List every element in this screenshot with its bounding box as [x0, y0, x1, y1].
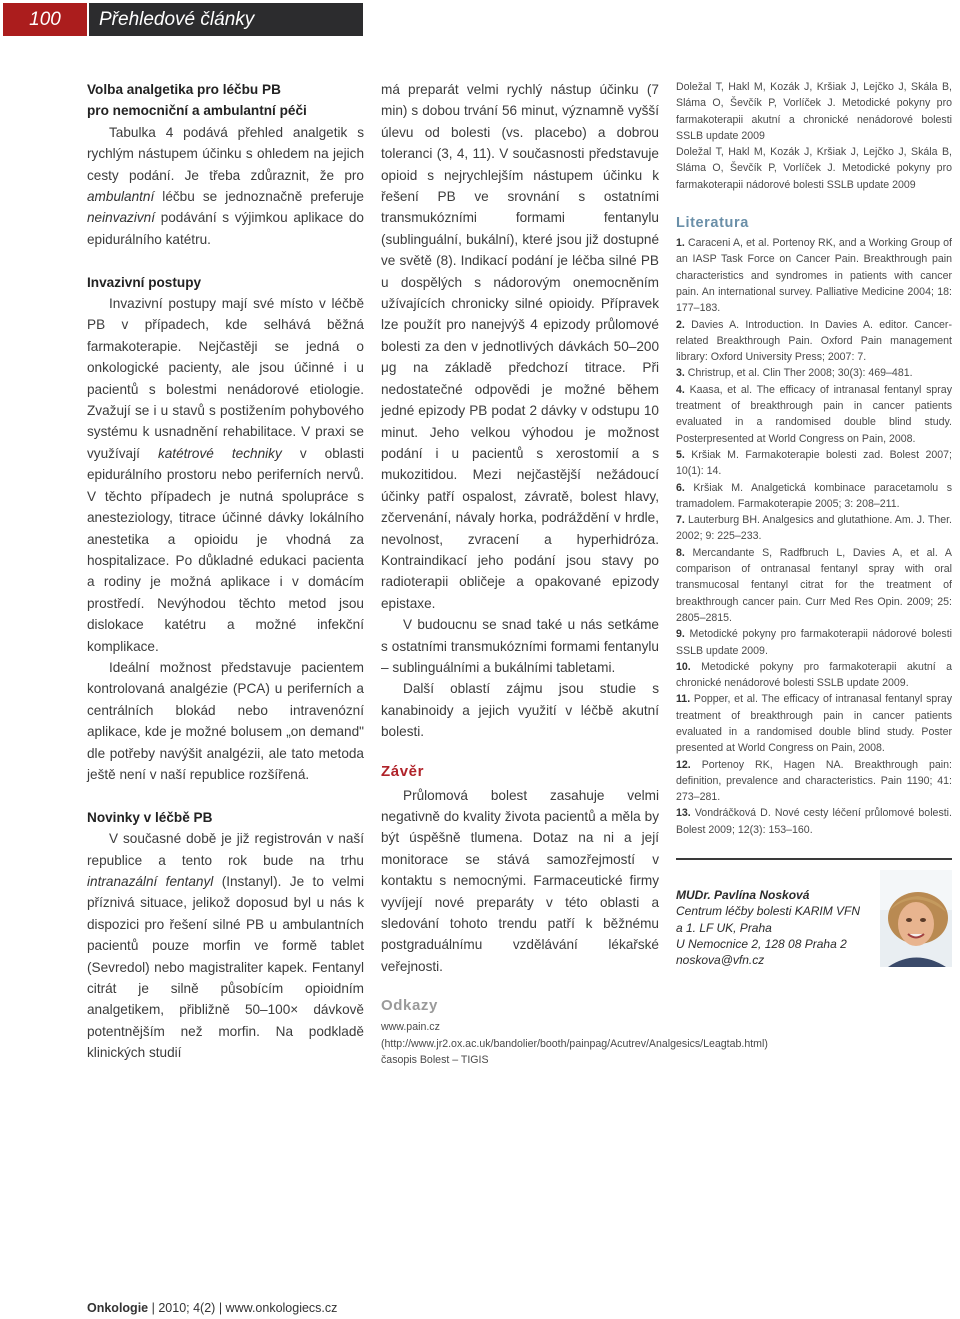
author-affiliation: a 1. LF UK, Praha	[676, 920, 772, 935]
reference-text: Davies A. Introduction. In Davies A. editor. Cancer-related Breakthrough Pain. Oxford Pain management library: Oxford University Press; 2007: 7.	[676, 318, 952, 364]
reference-item	[676, 691, 952, 756]
paragraph-zaver: Průlomová bolest zasahuje velmi negativně do kvality života pacientů a měla by být úspěšně tlumena. Dotaz na ni a její monitorace se stává samozřejmostí v kontaktu s nemocnými. Farmaceutické firmy vyvíjejí nové preparáty v této oblasti a sledování tohoto trendu patří k běžnému postgraduálnímu vzdělávání lékařské veřejnosti.	[381, 787, 659, 974]
reference-number: 2.	[676, 318, 685, 331]
author-affiliation: Centrum léčby bolesti KARIM VFN	[676, 904, 861, 919]
reference-item	[676, 805, 952, 838]
reference-text: Christrup, et al. Clin Ther 2008; 30(3): 469–481.	[687, 367, 913, 380]
column-right	[676, 79, 952, 838]
author-divider	[676, 858, 952, 860]
reference-item	[676, 512, 952, 545]
reference-text: Caraceni A, et al. Portenoy RK, and a Working Group of an IASP Task Force on Cancer Pain. Breakthrough pain characteristics and syndromes in patients with cancer pain. An international survey. Palliative Medicine 2004; 18: 177–183.	[676, 237, 953, 315]
paragraph-kanabinoidy: Další oblastí zájmu jsou studie s kanabinoidy a jejich využití v léčbě akutní bolesti.	[381, 681, 659, 740]
heading-odkazy: Odkazy	[381, 997, 438, 1015]
link-bolest-journal: časopis Bolest – TIGIS	[381, 1053, 489, 1066]
heading-volba-1: Volba analgetika pro léčbu PB	[87, 82, 281, 97]
reference-number: 10.	[676, 660, 691, 673]
reference-text: Portenoy RK, Hagen NA. Breakthrough pain: definition, prevalence and characteristics. Pain 1190; 41: 273–281.	[676, 758, 952, 804]
top-ref: Doležal T, Hakl M, Kozák J, Kršiak J, Lejčko J, Skála B, Sláma O, Ševčík P, Vorlíček J. Metodické pokyny pro farmakoterapii nádorové bolesti SSLB update 2009	[676, 146, 952, 191]
author-info	[676, 887, 866, 968]
reference-text: Kršiak M. Farmakoterapie bolesti zad. Bolest 2007; 10(1): 14.	[676, 448, 952, 478]
reference-text: Vondráčková D. Nové cesty léčení průlomové bolesti. Bolest 2009; 12(3): 153–160.	[676, 807, 952, 836]
journal-website[interactable]: www.onkologiecs.cz	[225, 1301, 338, 1315]
footer-sep: |	[151, 1301, 155, 1315]
footer-sep: |	[218, 1301, 223, 1315]
reference-number: 13.	[676, 807, 691, 820]
page-footer	[87, 1301, 337, 1315]
top-ref: Doležal T, Hakl M, Kozák J, Kršiak J, Lejčko J, Skála B, Sláma O, Ševčík P, Vorlíček J. Metodické pokyny pro farmakoterapii akutní a chronické nenádorové bolesti SSLB update 2009	[676, 81, 952, 142]
paragraph-pca: Ideální možnost představuje pacientem kontrolovaná analgézie (PCA) u periferních a centrálních blokád nebo intravenózní aplikace, kde je možné bolusem „on demand" dle potřeby navýšit analgézii, ale tato metoda ještě není v naší republice rozšířená.	[87, 659, 364, 782]
reference-number: 7.	[676, 514, 685, 527]
reference-number: 9.	[676, 628, 685, 641]
link-bandolier[interactable]: (http://www.jr2.ox.ac.uk/bandolier/booth/painpag/Acutrev/Analgesics/Leagtab.html)	[381, 1037, 768, 1050]
author-photo	[880, 870, 952, 967]
reference-number: 11.	[676, 693, 691, 706]
reference-text: Popper, et al. The efficacy of intranasal fentanyl spray treatment of breakthrough pain in cancer patients evaluated in a randomised double blind study. Poster presented at World Congress on Pain, 2008.	[676, 693, 952, 755]
reference-number: 8.	[676, 546, 685, 559]
author-address: U Nemocnice 2, 128 08 Praha 2	[676, 936, 847, 951]
reference-text: Metodické pokyny pro farmakoterapii akutní a chronické nenádorové bolesti SSLB update 2009.	[676, 660, 952, 690]
reference-item	[676, 626, 952, 659]
author-email[interactable]: noskova@vfn.cz	[676, 953, 765, 968]
heading-invazivni: Invazivní postupy	[87, 274, 202, 290]
reference-text: Kršiak M. Analgetická kombinace paracetamolu s tramadolem. Farmakoterapie 2005; 3: 208–211.	[676, 481, 952, 510]
paragraph-invazivni: Invazivní postupy mají své místo v léčbě PB v případech, kde selhává běžná farmakoterapie. Nejčastěji se jedná o onkologické pacienty, ale jsou účinné i u pacientů s bolestmi nenádorové etiologie. Zvažují se i u stavů s postižením pohybového systému k usnadnění rehabilitace. V praxi se využívají katétrové techniky v oblasti epidurálního prostoru nebo periferních nervů. V těchto případech je nutná spolupráce s anesteziology, titrace účinné dávky lokálního anestetika a opioidu je vhodná za hospitalizace. Po důkladné edukaci pacienta a rodiny je možná aplikace i v domácím prostředí. Nevýhodou těchto metod jsou dislokace katétru a možné infekční komplikace.	[87, 296, 364, 654]
reference-item	[676, 659, 952, 692]
heading-volba-2: pro nemocniční a ambulantní péči	[87, 103, 307, 119]
paragraph-novinky: V současné době je již registrován v naší republice a tento rok bude na trhu intranazální fentanyl (Instanyl). Je to velmi příznivá situace, jelikož doposud byl u nás k dispozici pro řešení silné PB u ambulantních pacientů pouze morfin ve formě tablet (Sevredol) nebo magistraliter kapek. Fentanyl citrát je silně působícím opioidním analgetikem, přibližně 50–100× dávkově potentnějším než morfin. Na podkladě klinických studií	[87, 831, 364, 1061]
journal-name: Onkologie	[87, 1301, 149, 1315]
reference-item	[676, 317, 952, 366]
reference-text: Mercandante S, Radfbruch L, Davies A, et al. A comparison of ontranasal fentanyl spray with oral transmucosal fentanyl citrat for the treatment of breakthrough cancer pain. Curr Med Res Opin. 2009; 25: 2805–2815.	[676, 546, 952, 624]
journal-issue: 2010; 4(2)	[158, 1301, 216, 1315]
heading-literatura: Literatura	[676, 215, 749, 232]
paragraph-budoucnu: V budoucnu se snad také u nás setkáme s ostatními transmukózními formami fentanylu – sublinguálními a bukálními tabletami.	[381, 617, 659, 675]
reference-item	[676, 365, 952, 381]
reference-text: Metodické pokyny pro farmakoterapii nádorové bolesti SSLB update 2009.	[676, 628, 952, 657]
reference-list	[676, 235, 952, 838]
reference-item	[676, 545, 952, 626]
reference-number: 4.	[676, 383, 685, 396]
reference-item	[676, 447, 952, 480]
section-title: Přehledové články	[89, 3, 363, 36]
column-left	[87, 79, 364, 1064]
reference-item	[676, 382, 952, 447]
reference-number: 12.	[676, 758, 691, 771]
reference-number: 6.	[676, 481, 685, 494]
reference-text: Kaasa, et al. The efficacy of intranasal fentanyl spray treatment of breakthrough pain in cancer patients evaluated in a randomised double blind study. Posterpresented at World Congress on Pain, 2008.	[676, 383, 952, 445]
reference-item	[676, 480, 952, 513]
page-header	[3, 3, 363, 36]
reference-text: Lauterburg BH. Analgesics and glutathione. Am. J. Ther. 2002; 9: 225–233.	[676, 514, 952, 543]
reference-number: 5.	[676, 448, 685, 461]
author-name: MUDr. Pavlína Nosková	[676, 888, 810, 902]
reference-item	[676, 757, 952, 806]
heading-zaver: Závěr	[381, 762, 425, 780]
reference-number: 1.	[676, 237, 685, 250]
paragraph-volba: Tabulka 4 podává přehled analgetik s rychlým nástupem účinku s ohledem na jejich cesty podání. Je třeba zdůraznit, že pro ambulantní léčbu se jednoznačně preferuje neinvazivní podávání s výjimkou aplikace do epidurálního katétru.	[87, 124, 364, 247]
reference-number: 3.	[676, 367, 685, 380]
paragraph-fentanyl: má preparát velmi rychlý nástup účinku (7 min) s dobou trvání 56 minut, významně vyšší úlevu od bolesti (vs. placebo) a dobrou toleranci (3, 4, 11). V současnosti představuje opioid s nejrychlejším nástupem účinku k řešení PB ve srovnání s ostatními transmukózními formami fentanylu (sublinguální, bukální), které jsou již dostupné ve světě (8). Indikací podání je léčba silné PB u dospělých s nádorovým onemocněním užívajících chronicky silné opioidy. Přípravek lze použít pro nanejvýš 4 epizody průlomové bolesti za den v jednotlivých dávkách 50–200 μg na základě předchozí titrace. Při nedostatečné odpovědi je možné během jedné epizody PB podat 2 dávky v odstupu 10 minut. Jeho velkou výhodou je možnost podání i u pacientů s xerostomií a s mukozitidou. Mezi nejčastější nežádoucí účinky patří ospalost, závratě, bolest hlavy, zčervenání, návaly horka, podráždění v hrdle, nevolnost, zvracení a hyperhidróza. Kontraindikací jeho podání jsou stavy po radioterapii obličeje a opakované epizody epistaxe.	[381, 82, 659, 611]
page-number: 100	[3, 3, 87, 36]
link-pain[interactable]: www.pain.cz	[381, 1021, 440, 1034]
reference-item	[676, 235, 952, 316]
heading-novinky: Novinky v léčbě PB	[87, 809, 213, 825]
